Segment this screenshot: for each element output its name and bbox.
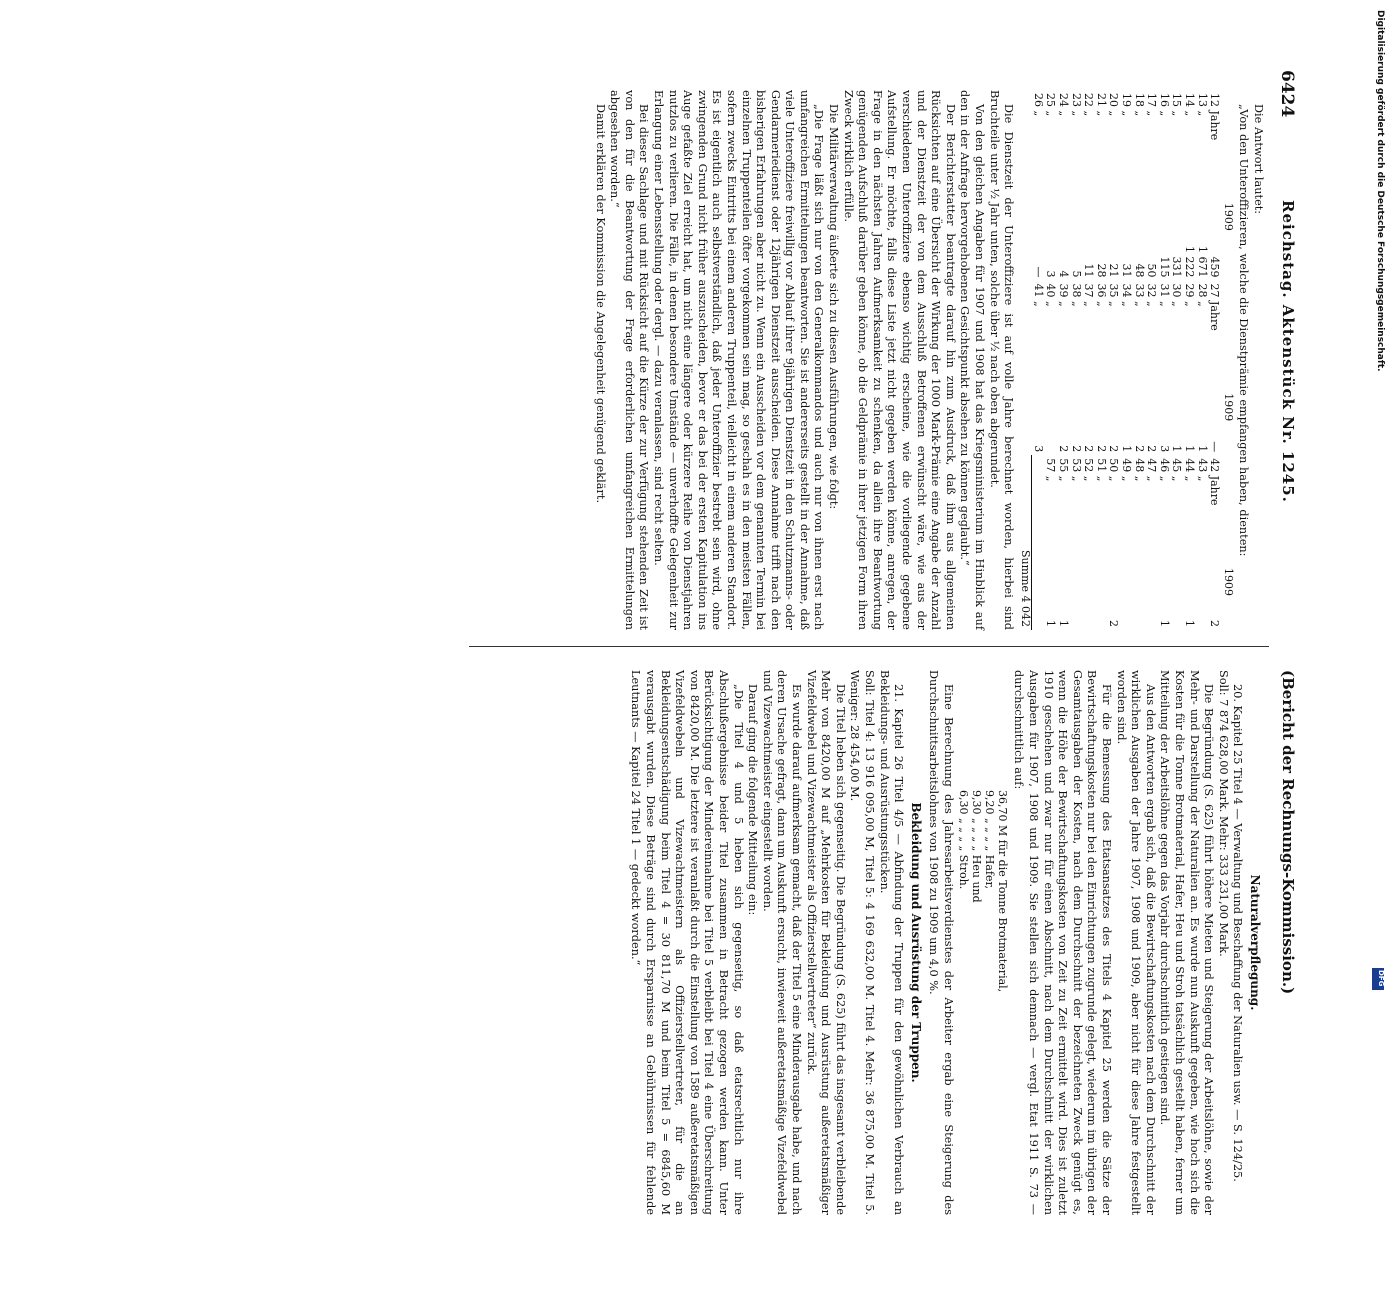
- price-list: [957, 790, 1009, 1215]
- table-cell: 1: [1157, 620, 1171, 627]
- table-row: [1195, 90, 1208, 630]
- table-cell: 21: [1107, 263, 1121, 278]
- table-cell: 35 „: [1107, 283, 1121, 307]
- paragraph: Bei dieser Sachlage und mit Rücksicht auf die Kürze der zur Verfügung stehenden Zeit ist von den für die Beantwortung der Frage erforderlichen umfangreichen Ermittelungen abgesehen worden.“: [608, 90, 651, 630]
- table-cell: 20 „: [1107, 93, 1121, 117]
- table-cell: 18 „: [1132, 93, 1146, 117]
- table-header-row: [1220, 90, 1235, 630]
- table-cell: 21 „: [1094, 93, 1108, 117]
- table-cell: 45 „: [1170, 458, 1184, 482]
- table-cell: 1: [1120, 445, 1134, 453]
- table-cell: 13 „: [1195, 93, 1209, 117]
- price-item: 36,70 M für die Tonne Brotmaterial,: [995, 790, 1009, 993]
- table-cell: 19 „: [1120, 93, 1134, 117]
- table-cell: [1044, 392, 1057, 455]
- table-cell: 22 „: [1082, 93, 1096, 117]
- digitization-note: [1375, 10, 1393, 990]
- table-cell: 1: [1183, 620, 1197, 627]
- table-row: [1057, 90, 1070, 630]
- price-item: 9,30 „ „ „ „ Heu und: [969, 790, 983, 903]
- table-cell: [1082, 567, 1095, 630]
- table-cell: 44 „: [1183, 458, 1197, 482]
- table-cell: [1170, 567, 1183, 630]
- table-cell: 2: [1107, 445, 1121, 453]
- table-cell: 55 „: [1057, 458, 1071, 482]
- digitization-note-text: Digitalisierung gefördert durch die Deutsche Forschungsgemeinschaft.: [1375, 10, 1385, 372]
- table-cell: [1094, 567, 1107, 630]
- price-item: 6,30 „ „ „ „ Stroh.: [956, 790, 970, 890]
- paragraph: Die Begründung (S. 625) führt höhere Mieten und Steigerung der Arbeitslöhne, sowie der Mehr- und Darstellung der Naturalien an. Es wurde nun Auskunft gegeben, wie hoch sich die Kosten für die Tonne Brotmaterial, Hafer, Heu und Stroh tatsächlich gestellt haben, ferner um Mitteilung der Arbeitslöhne gegen das Vorjahr durchschnittlich gestiegen sind.: [1158, 670, 1216, 1215]
- paragraph: Der Berichterstatter beantragte darauf hin zum Ausdruck, daß ihm aus allgemeinen Rücksichten auf eine Übersicht der Wirkung der 1000 Mark-Prämie eine Angabe der Anzahl und der Dienstzeit der von dem Ausschluß Betroffenen erwünscht wäre, wie aus der verschiedenen Unteroffiziere ebenso wichtig erscheine, wie die vorliegende gegebene Aufstellung. Er möchte, falls diese Liste jetzt nicht gegeben werden könne, anregen, der Frage in den nächsten Jahren Aufmerksamkeit zu schenken, da allein ihre Beantwortung genügenden Aufschluß darüber geben könne, ob die Geldprämie in ihrer jetzigen Form ihren Zweck wirklich erfülle.: [841, 90, 957, 630]
- table-cell: 2: [1132, 445, 1146, 453]
- table-row: [1182, 90, 1195, 630]
- paragraph: Für die Bemessung des Etatsansatzes des Titels 4 Kapitel 25 werden die Sätze der Bewirtschaftungskosten nur bei den Einrichtungen zugrunde gelegt, wiederum im übrigen der Gesamtausgaben der Kosten, nach dem Durchschnitt der bezeichneten Zweck genügt es, wenn die Höhe der Bewirtschaftungskosten von Zeit zu Zeit ermittelt wird. Dies ist zuletzt 1910 geschehen und zwar nur für einen Abschnitt, nach dem Durchschnitt der wirklichen Ausgaben für 1907, 1908 und 1909. Sie stellen sich demnach — vergl. Etat 1911 S. 73 — durchschnittlich auf:: [1012, 670, 1114, 1215]
- table-header: 1909: [1221, 202, 1235, 231]
- table-cell: 115: [1157, 256, 1171, 278]
- table-cell: 41 „: [1031, 283, 1045, 307]
- table-cell: 5: [1069, 270, 1083, 278]
- column-divider: [469, 646, 1269, 647]
- table-cell: [1031, 567, 1044, 630]
- page-number: 6424: [1277, 70, 1297, 118]
- table-cell: 16 „: [1157, 93, 1171, 117]
- table-cell: 11: [1082, 263, 1096, 278]
- table-header: 1909: [1221, 568, 1235, 597]
- table-cell: 2: [1107, 620, 1121, 627]
- table-cell: 331: [1170, 256, 1184, 278]
- table-cell: 15 „: [1170, 93, 1184, 117]
- paragraph: Eine Berechnung des Jahresarbeitsverdienstes der Arbeiter ergab eine Steigerung des Durchschnittsarbeitslohnes von 1908 zu 1909 um 4,0 %.: [927, 670, 955, 1215]
- table-row: [1208, 90, 1221, 630]
- table-cell: 50: [1145, 263, 1159, 278]
- table-cell: [1145, 567, 1158, 630]
- table-cell: 39 „: [1057, 283, 1071, 307]
- table-cell: 43 „: [1195, 458, 1209, 482]
- right-column: [628, 670, 1265, 1215]
- table-cell: 12 Jahre: [1208, 93, 1222, 141]
- paragraph: Die Militärverwaltung äußerte sich zu diesen Ausführungen, wie folgt:: [827, 104, 841, 510]
- table-cell: 2: [1094, 445, 1108, 453]
- table-cell: 1: [1044, 620, 1058, 627]
- quote-start: „Von den Unteroffizieren, welche die Dienstprämie empfangen haben, dienten:: [1237, 104, 1251, 557]
- section-heading: Bekleidung und Ausrüstung der Truppen.: [908, 802, 923, 1083]
- table-row: [1044, 90, 1057, 630]
- table-cell: 51 „: [1094, 458, 1108, 482]
- left-column: [592, 90, 1265, 630]
- table-cell: 23 „: [1069, 93, 1083, 117]
- dfg-logo: [1372, 968, 1384, 990]
- table-cell: 25 „: [1044, 93, 1058, 117]
- table-header: 1909: [1221, 393, 1235, 422]
- paragraph: Soll: Titel 4: 13 916 095,00 M, Titel 5: 4 169 632,00 M. Titel 4. Mehr: 36 875,00 M. Titel 5. Weniger: 28 454,00 M.: [848, 670, 876, 1215]
- table-cell: 459: [1208, 256, 1222, 278]
- table-cell: 1 671: [1195, 245, 1209, 278]
- table-row: [1132, 90, 1145, 630]
- table-cell: 42 Jahre: [1208, 458, 1222, 506]
- table-cell: 1 222: [1183, 245, 1197, 278]
- header-title: Reichstag. Aktenstück Nr. 1245.: [1279, 200, 1297, 503]
- paragraph: 21. Kapitel 26 Titel 4/5 — Abfindung der Truppen für den gewöhnlichen Verbrauch an Bekleidungs- und Ausrüstungsstücken.: [877, 670, 906, 1215]
- paragraph: 20. Kapitel 25 Titel 4 — Verwaltung und Beschaffung der Naturalien usw. — S. 124/25.: [1231, 684, 1245, 1182]
- table-cell: 57 „: [1044, 458, 1058, 482]
- paragraph: „Die Frage läßt sich nur von den Generalkommandos und auch nur von ihnen erst nach umfangreichen Ermittelungen beantworten. Sie ist andererseits gestellt in der Annahme, daß viele Unteroffiziere freiwillig vor Ablauf ihrer 9jährigen Dienstzeit in den Schutzmanns- oder Gendarmeriedienst oder 12jährigen Dienstzeit ausscheiden. Diese Annahme trifft nach den bisherigen Erfahrungen aber nicht zu. Wenn ein Ausscheiden vor dem genannten Termin bei einzelnen Truppenteilen öfter vorgekommen sein mag, so geschah es in den meisten Fällen, sofern zwecks Eintritts bei einem anderen Truppenteil, vielleicht in einem anderen Standort. Es ist eigentlich auch selbstverständlich, daß jeder Unteroffizier bestrebt sein wird, ohne zwingenden Grund nicht früher auszuscheiden, bevor er das bei der ersten Kapitulation ins Auge gefaßte Ziel erreicht hat, um nicht eine längere oder kürzere Reihe von Dienstjahren nutzlos zu verlieren. Die Fälle, in denen besondere Umstände — unverhoffte Gelegenheit zur Erlangung einer Lebensstellung oder dergl. — dazu veranlassen, sind recht selten.: [651, 90, 826, 630]
- paragraph: Es wurde darauf aufmerksam gemacht, daß der Titel 5 eine Minderausgabe habe, und nach deren Ursache gefragt, dann um Auskunft ersucht, inwieweit außeretatsmäßige Vizefeldwebel und Vizewachtmeister eingestellt worden.: [760, 670, 803, 1215]
- service-years-table: [1018, 90, 1235, 630]
- table-cell: —: [1208, 441, 1222, 453]
- section-heading: Naturalverpflegung.: [1248, 874, 1262, 1011]
- paragraph: Aus den Antworten ergab sich, daß die Bewirtschaftungskosten nach dem Durchschnitt der wirklichen Ausgaben der Jahre 1907, 1908 und 1909, aber nicht für diese Jahre festgestellt worden sind.: [1114, 670, 1157, 1215]
- table-cell: 49 „: [1120, 458, 1134, 482]
- table-cell: 31 „: [1157, 283, 1171, 307]
- table-cell: 2: [1145, 445, 1159, 453]
- table-row: [1082, 90, 1095, 630]
- table-row: [1094, 90, 1107, 630]
- paragraph: Damit erklären der Kommission die Angelegenheit genügend geklärt.: [593, 104, 607, 504]
- table-cell: 48: [1132, 263, 1146, 278]
- table-cell: 52 „: [1082, 458, 1096, 482]
- table-cell: 48 „: [1132, 458, 1146, 482]
- table-cell: 1: [1170, 445, 1184, 453]
- paragraph: Die Titel heben sich gegenseitig. Die Begründung (S. 625) führt das insgesamt verbleibende Mehr von 8420,00 M auf „Mehrkosten für Bekleidung und Ausrüstung außeretatsmäßiger Vizefeldwebel und Vizewachtmeister als Offizierstellvertreter“ zurück.: [804, 670, 847, 1215]
- table-row: [1107, 90, 1120, 630]
- table-cell: 28 „: [1195, 283, 1209, 307]
- table-cell: 29 „: [1183, 283, 1197, 307]
- table-cell: 1: [1183, 445, 1197, 453]
- table-cell: 4: [1057, 270, 1071, 278]
- table-cell: 37 „: [1082, 283, 1096, 307]
- table-cell: [1195, 567, 1208, 630]
- table-cell: 36 „: [1094, 283, 1108, 307]
- table-cell: 2: [1208, 620, 1222, 627]
- table-cell: 3: [1044, 270, 1058, 278]
- table-cell: 1: [1057, 620, 1071, 627]
- table-cell: [1119, 567, 1132, 630]
- dfg-logo-text: DFG: [1377, 970, 1385, 987]
- table-cell: 33 „: [1132, 283, 1146, 307]
- table-cell: 26 „: [1031, 93, 1045, 117]
- table-row: [1145, 90, 1158, 630]
- table-row: [1069, 90, 1082, 630]
- table-cell: 31: [1120, 263, 1134, 278]
- paragraph: Soll: 7 874 628,00 Mark. Mehr: 333 231,00 Mark.: [1216, 670, 1230, 957]
- table-cell: 14 „: [1183, 93, 1197, 117]
- table-cell: 28: [1094, 263, 1108, 278]
- table-cell: [1031, 455, 1044, 567]
- table-cell: 1: [1195, 445, 1209, 453]
- table-cell: 2: [1069, 445, 1083, 453]
- table-cell: 17 „: [1145, 93, 1159, 117]
- table-row: [1157, 90, 1170, 630]
- table-cell: 38 „: [1069, 283, 1083, 307]
- table-cell: 24 „: [1057, 93, 1071, 117]
- table-cell: 46 „: [1157, 458, 1171, 482]
- price-item: 9,20 „ „ „ „ Hafer,: [982, 790, 996, 890]
- table-cell: 27 Jahre: [1208, 283, 1222, 331]
- table-body: [1031, 90, 1220, 630]
- table-cell: 47 „: [1145, 458, 1159, 482]
- answer-intro: Die Antwort lautet:: [1252, 104, 1265, 215]
- table-cell: 50 „: [1107, 458, 1121, 482]
- paragraph: Darauf ging die folgende Mitteilung ein:: [746, 684, 760, 916]
- table-cell: 34 „: [1120, 283, 1134, 307]
- table-cell: —: [1031, 266, 1045, 278]
- table-cell: 3: [1157, 445, 1171, 453]
- table-cell: 53 „: [1069, 458, 1083, 482]
- table-row: [1170, 90, 1183, 630]
- table-cell: [1132, 567, 1145, 630]
- table-cell: 2: [1082, 445, 1096, 453]
- table-cell: 2: [1057, 445, 1071, 453]
- table-cell: 32 „: [1145, 283, 1159, 307]
- paragraph: Die Dienstzeit der Unteroffiziere ist auf volle Jahre berechnet worden, hierbei sind Bruchteile unter ½ Jahr unten, solche über ½ nach oben abgerundet.: [987, 90, 1016, 630]
- header-subtitle: (Bericht der Rechnungs-Kommission.): [1279, 670, 1297, 995]
- paragraph: Von den gleichen Angaben für 1907 und 1908 hat das Kriegsministerium im Hinblick auf den in der Anfrage hervorgehobenen Gesichtspunkt absehen zu können geglaubt.“: [958, 90, 987, 630]
- table-cell: [1069, 567, 1082, 630]
- paragraph: „Die Titel 4 und 5 heben sich gegenseitig, so daß etatsrechtlich nur ihre Abschlußergebnisse beider Titel zusammen in Betracht gezogen werden kann. Unter Berücksichtigung der Mindereinnahme bei Titel 5 verbleibt bei Titel 4 eine Überschreitung von 8420,00 M. Die letztere ist veranlaßt durch die Einstellung von 1589 außeretatsmäßigen Vizefeldwebeln und Vizewachtmeistern als Offizierstellvertreter, für die an Bekleidungsentschädigung beim Titel 4 = 30 811,70 M und beim Titel 5 = 6845,60 M verausgabt wurden. Diese Beträge sind durch Ersparnisse an Gebührnissen für fehlende Leutnants — Kapitel 24 Titel 1 — gedeckt worden.“: [629, 670, 745, 1215]
- table-row: [1031, 90, 1044, 630]
- table-cell: 3: [1031, 445, 1045, 453]
- table-cell: 40 „: [1044, 283, 1058, 307]
- running-header: [1275, 70, 1297, 1300]
- table-row: [1119, 90, 1132, 630]
- table-cell: 30 „: [1170, 283, 1184, 307]
- table-sum: Summe 4 042: [1018, 455, 1031, 630]
